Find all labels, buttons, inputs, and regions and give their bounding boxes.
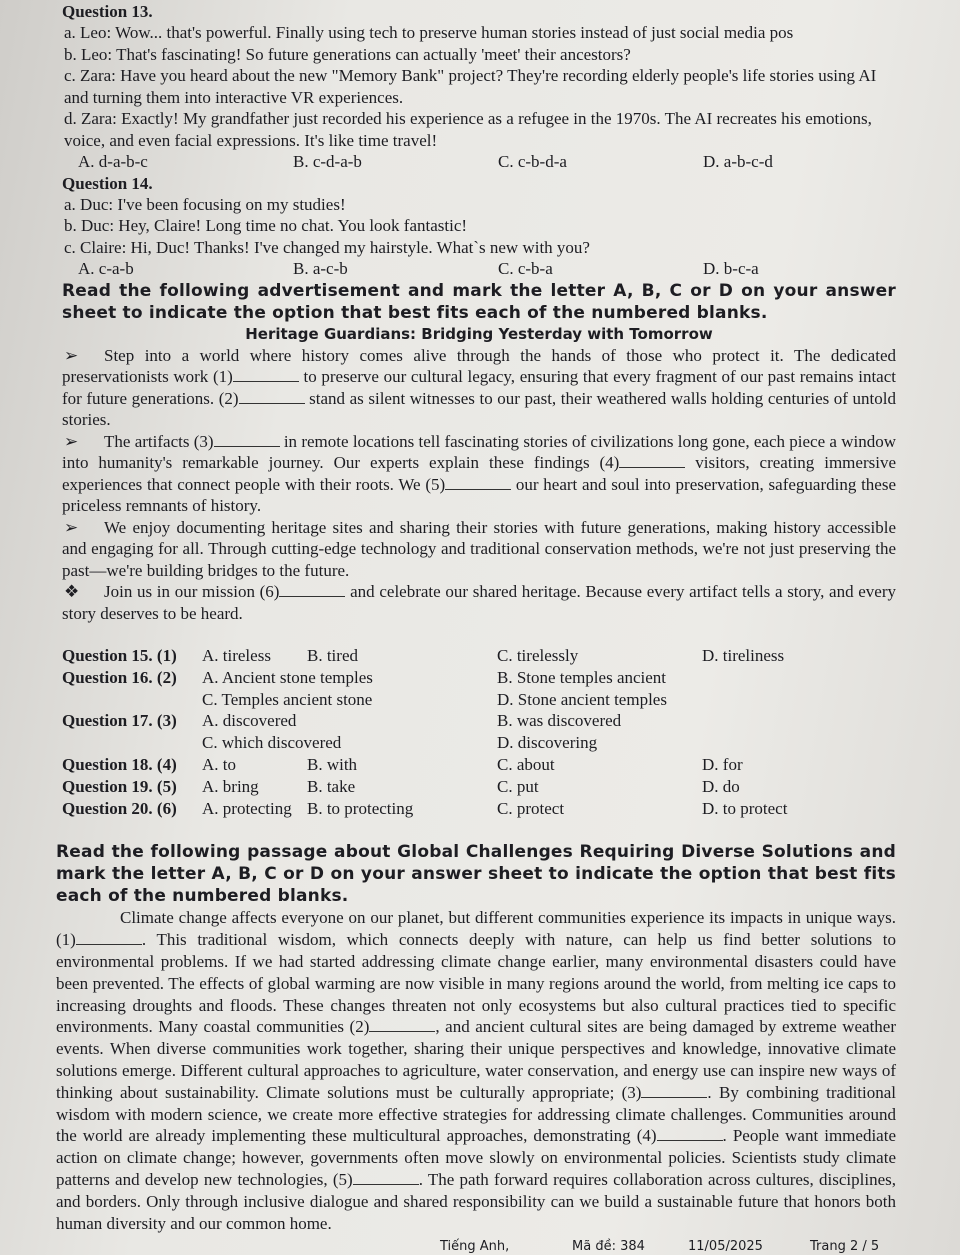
question-row	[62, 689, 896, 711]
passage-sentence: . People want immediate action on climate change; however, governments often move slowly on environmental policies. Scientists study climate patterns and develop new technologies, (5)	[56, 1126, 896, 1189]
question-label: Question 16. (2)	[62, 667, 177, 687]
dialogue-line: a. Duc: I've been focusing on my studies!	[64, 194, 346, 214]
dialogue-line: a. Leo: Wow... that's powerful. Finally using tech to preserve human stories instead of just social media pos	[64, 23, 794, 42]
footer-date: 11/05/2025	[688, 1239, 763, 1254]
question-14	[62, 174, 896, 280]
option-d[interactable]: D. to protect	[702, 798, 788, 818]
question-13	[62, 0, 896, 173]
question-row	[62, 710, 896, 732]
footer-exam-code: Mã đề: 384	[572, 1239, 645, 1254]
arrow-bullet-icon: ➢	[64, 431, 79, 451]
option-d[interactable]: D. for	[702, 754, 743, 774]
option-b[interactable]: B. to protecting	[307, 798, 414, 818]
footer-subject: Tiếng Anh,	[440, 1239, 510, 1254]
option-b[interactable]: B. take	[307, 776, 356, 796]
blank-4	[657, 1127, 723, 1141]
passage-section	[56, 841, 896, 1234]
ad-paragraph-4	[62, 581, 896, 624]
advertisement-title: Heritage Guardians: Bridging Yesterday with Tomorrow	[245, 324, 713, 343]
blank-2	[239, 390, 305, 404]
dialogue-line: c. Zara: Have you heard about the new "Memory Bank" project? They're recording elderly people's life stories using AI and turning them into interactive VR experiences.	[64, 66, 877, 107]
question-label: Question 20. (6)	[62, 798, 177, 818]
answer-options	[62, 151, 896, 173]
question-row	[62, 645, 896, 667]
advertisement-section	[62, 280, 896, 625]
questions-15-20	[62, 645, 896, 819]
blank-3	[641, 1084, 707, 1098]
blank-1	[76, 931, 142, 945]
question-heading: Question 13.	[62, 2, 153, 21]
option-b[interactable]: B. c-d-a-b	[293, 152, 362, 171]
dialogue-line: d. Zara: Exactly! My grandfather just recorded his experience as a refugee in the 1970s. The AI recreates his emotions, voice, and even facial expressions. It's like time travel!	[64, 109, 872, 150]
paragraph-text: The artifacts (3)	[104, 431, 214, 451]
option-c[interactable]: C. Temples ancient stone	[202, 689, 373, 709]
arrow-bullet-icon: ➢	[64, 345, 79, 365]
option-d[interactable]: D. discovering	[497, 733, 598, 753]
question-label: Question 15. (1)	[62, 646, 177, 665]
blank-2	[369, 1018, 435, 1032]
option-a[interactable]: A. bring	[202, 776, 259, 796]
question-row	[62, 754, 896, 776]
blank-1	[233, 368, 299, 382]
option-c[interactable]: C. c-b-a	[498, 259, 553, 278]
option-d[interactable]: D. do	[702, 776, 740, 796]
question-row	[62, 667, 896, 689]
paragraph-text: and celebrate our shared heritage. Because every artifact tells a story, and every story deserves to be heard.	[62, 582, 896, 623]
blank-5	[353, 1171, 419, 1185]
option-a[interactable]: A. discovered	[202, 711, 297, 731]
paragraph-text: in remote locations tell fascinating stories of civilizations long gone, each piece a window into humanity's remarkable journey. Our experts explain these findings (4)	[62, 431, 896, 472]
passage-sentence: Climate change affects everyone on our planet, but different communities experience its impacts in unique ways. (1)	[56, 908, 896, 950]
paragraph-text: We enjoy documenting heritage sites and sharing their stories with future generations, making history accessible and engaging for all. Through cutting-edge technology and traditional conservation methods, we're not just preserving the past—we're building bridges to the future.	[62, 517, 896, 580]
paragraph-text: to preserve our cultural legacy, ensuring that every fragment of our past remains intact for future generations. (2)	[62, 367, 896, 408]
option-b[interactable]: B. was discovered	[497, 711, 622, 731]
dialogue-line: b. Leo: That's fascinating! So future generations can actually 'meet' their ancestors?	[64, 44, 631, 64]
section-instruction: Read the following passage about Global Challenges Requiring Diverse Solutions and mark the letter A, B, C or D on your answer sheet to indicate the option that best fits each of the numbered blanks.	[56, 842, 896, 907]
option-d[interactable]: D. Stone ancient temples	[497, 689, 667, 709]
question-label: Question 18. (4)	[62, 754, 177, 774]
passage-sentence: . By combining traditional wisdom with modern science, we create more effective strategies for addressing climate challenges. Communities around the world are already implementing these multicultural approaches, demonstrating (4)	[56, 1082, 897, 1146]
question-row	[62, 732, 896, 754]
option-c[interactable]: C. c-b-d-a	[498, 152, 567, 171]
answer-options	[62, 258, 896, 280]
footer-page-number: Trang 2 / 5	[810, 1239, 880, 1254]
blank-5	[445, 476, 511, 490]
passage-sentence: . This traditional wisdom, which connects deeply with nature, can help us find better solutions to environmental problems. If we had started addressing climate change earlier, many environmental disasters could have been prevented. The effects of global warming are now visible in many regions around the world, from melting ice caps to increasing droughts and floods. These changes threaten not only ecosystems but also cultural practices tied to specific environments. Many coastal communities (2)	[56, 930, 896, 1037]
option-a[interactable]: A. tireless	[202, 646, 271, 665]
option-b[interactable]: B. Stone temples ancient	[497, 667, 667, 687]
question-row	[62, 798, 896, 820]
option-c[interactable]: C. protect	[497, 798, 565, 818]
question-label: Question 17. (3)	[62, 711, 177, 731]
paragraph-text: stand as silent witnesses to our past, their weathered walls holding centuries of untold stories.	[62, 388, 896, 429]
question-heading: Question 14.	[62, 173, 153, 193]
blank-3	[214, 433, 280, 447]
option-a[interactable]: A. protecting	[202, 798, 292, 818]
blank-6	[279, 583, 345, 597]
paragraph-text: visitors, creating immersive experiences that connect people with their roots. We (5)	[62, 453, 896, 494]
ad-paragraph-1	[62, 345, 896, 431]
option-c[interactable]: C. tirelessly	[497, 646, 579, 665]
ad-paragraph-2	[62, 431, 896, 517]
passage-sentence: . The path forward requires collaboration across cultures, disciplines, and borders. Only through inclusive dialogue and shared responsibility can we build a sustainable future that honors both human diversity and our common home.	[56, 1169, 896, 1233]
option-c[interactable]: C. put	[497, 776, 539, 796]
option-a[interactable]: A. Ancient stone temples	[202, 667, 373, 687]
section-instruction: Read the following advertisement and mark the letter A, B, C or D on your answer sheet to indicate the option that best fits each of the numbered blanks.	[62, 280, 896, 323]
paragraph-text: our heart and soul into preservation, safeguarding these priceless remnants of history.	[62, 474, 897, 515]
question-row	[62, 776, 896, 798]
paragraph-text: Join us in our mission (6)	[104, 582, 280, 601]
ad-paragraph-3	[62, 517, 896, 582]
passage-text	[56, 907, 896, 1234]
option-a[interactable]: A. d-a-b-c	[78, 152, 148, 171]
option-b[interactable]: B. a-c-b	[293, 259, 348, 278]
option-b[interactable]: B. with	[307, 754, 358, 774]
dialogue-line: b. Duc: Hey, Claire! Long time no chat. You look fantastic!	[64, 216, 468, 235]
option-d[interactable]: D. b-c-a	[703, 259, 759, 278]
page-footer	[0, 1241, 960, 1255]
question-label: Question 19. (5)	[62, 776, 177, 796]
option-a[interactable]: A. c-a-b	[78, 259, 134, 278]
option-b[interactable]: B. tired	[307, 646, 358, 665]
arrow-bullet-icon: ➢	[64, 517, 79, 537]
option-c[interactable]: C. about	[497, 754, 555, 774]
paragraph-text: Step into a world where history comes alive through the hands of those who protect it. The dedicated preservationists work (1)	[62, 345, 896, 386]
option-d[interactable]: D. tireliness	[702, 646, 785, 665]
option-c[interactable]: C. which discovered	[202, 733, 342, 753]
passage-sentence: , and ancient cultural sites are being damaged by extreme weather events. When diverse communities work together, sharing their unique perspectives and knowledge, innovative climate solutions emerge. Different cultural approaches to agriculture, water conservation, and energy use can inspire new ways of thinking about sustainability. Climate solutions must be culturally appropriate; (3)	[56, 1017, 896, 1102]
blank-4	[619, 454, 685, 468]
dialogue-line: c. Claire: Hi, Duc! Thanks! I've changed my hairstyle. What`s new with you?	[64, 237, 590, 257]
option-a[interactable]: A. to	[202, 754, 236, 774]
option-d[interactable]: D. a-b-c-d	[703, 152, 773, 171]
diamond-bullet-icon: ❖	[64, 582, 80, 601]
